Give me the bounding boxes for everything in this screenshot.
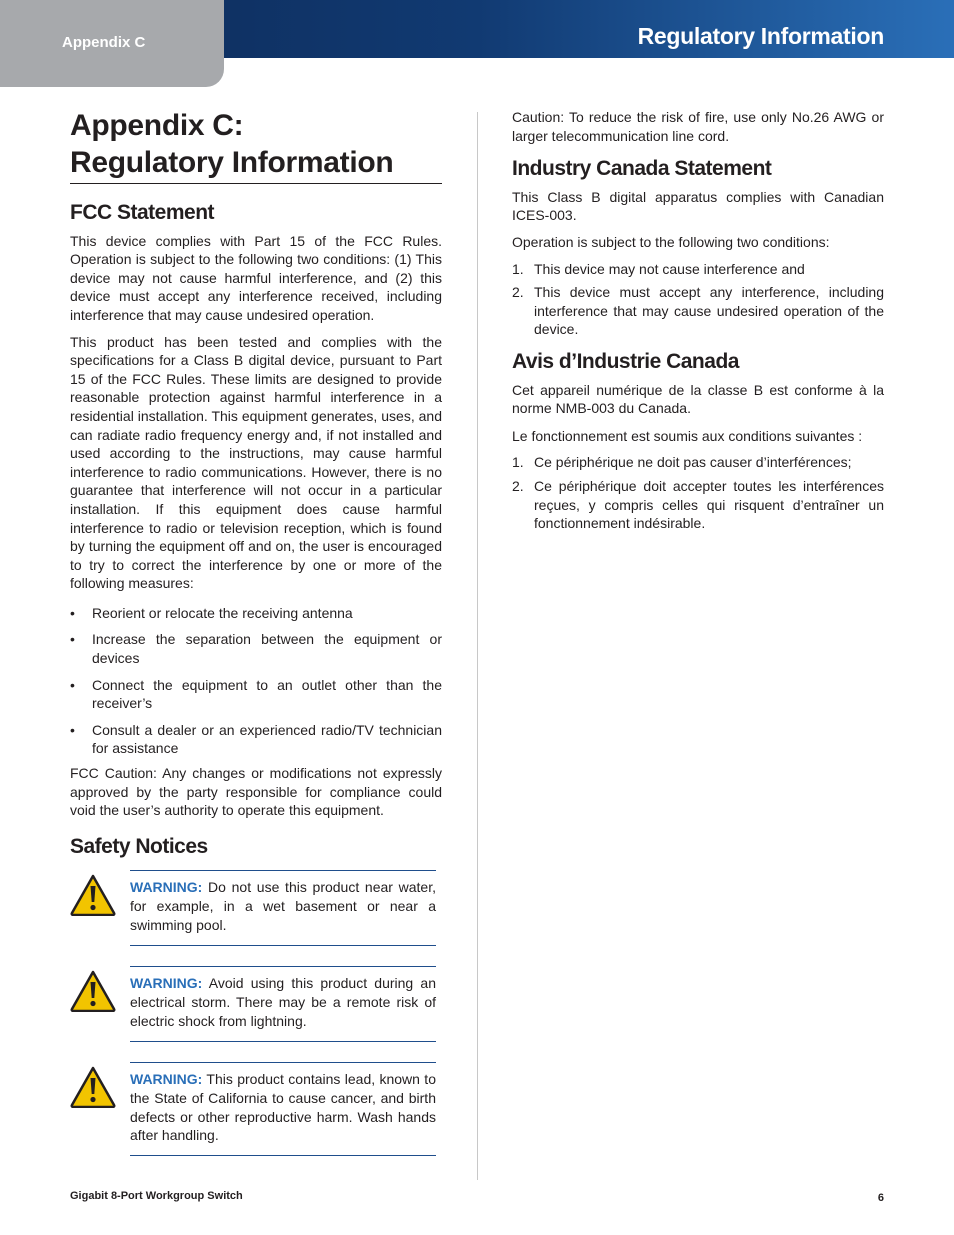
fcc-caution: FCC Caution: Any changes or modifications not expressly approved by the party responsible for compliance could void the user’s authority to operate this equipment. xyxy=(70,765,442,819)
warning-box-storm xyxy=(70,966,436,1042)
avis-conditions-list xyxy=(512,453,884,532)
warning-box-water xyxy=(70,870,436,946)
list-item: 1. This device may not cause interference and xyxy=(512,260,805,277)
warning-text: WARNING: Do not use this product near water, for example, in a wet basement or near a swimming pool. xyxy=(130,879,436,933)
list-item: • Connect the equipment to an outlet other than the receiver’s xyxy=(70,676,442,712)
section-tab xyxy=(0,0,224,87)
list-item: 2. Ce périphérique doit accepter toutes les interférences reçues, y compris celles qui risquent d’entraîner un fonctionnement indésirable. xyxy=(512,477,884,532)
page-title xyxy=(70,107,442,184)
warning-triangle-icon xyxy=(70,970,116,1012)
column-divider xyxy=(477,112,478,1180)
line-cord-caution: Caution: To reduce the risk of fire, use only No.26 AWG or larger telecommunication line cord. xyxy=(512,109,884,144)
warning-box-lead xyxy=(70,1062,436,1156)
list-item: • Increase the separation between the equipment or devices xyxy=(70,631,442,667)
list-item: • Consult a dealer or an experienced radio/TV technician for assistance xyxy=(70,721,442,757)
bullet-icon: • xyxy=(70,721,75,738)
safety-heading: Safety Notices xyxy=(70,834,208,858)
warning-text: WARNING: This product contains lead, known to the State of California to cause cancer, and birth defects or other reproductive harm. Wash hands after handling. xyxy=(130,1071,436,1144)
list-item: • Reorient or relocate the receiving antenna xyxy=(70,604,353,621)
list-item: 2. This device must accept any interference, including interference that may cause undesired operation of the device. xyxy=(512,284,884,338)
fcc-paragraph-2: This product has been tested and complies with the specifications for a Class B digital device, pursuant to Part 15 of the FCC Rules. These limits are designed to provide reasonable protection against harmful interference in a residential installation. This equipment generates, uses, and can radiate radio frequency energy and, if not installed and used according to the instructions, may cause harmful interference to radio communications. However, there is no guarantee that interference will not occur in a particular installation. If this equipment does cause harmful interference to radio or television reception, which is found by turning the equipment off and on, the user is encouraged to try to correct the interference by one or more of the following measures: xyxy=(70,333,442,592)
ic-paragraph-1: This Class B digital apparatus complies with Canadian ICES-003. xyxy=(512,188,884,224)
fcc-measures-list xyxy=(70,604,442,758)
bullet-icon: • xyxy=(70,604,75,621)
footer-product-name: Gigabit 8-Port Workgroup Switch xyxy=(70,1190,243,1202)
ic-paragraph-2: Operation is subject to the following two conditions: xyxy=(512,233,830,250)
fcc-paragraph-1: This device complies with Part 15 of the FCC Rules. Operation is subject to the following two conditions: (1) This device may not cause harmful interference, and (2) this device must accept any interference received, including interference that may cause undesired operation. xyxy=(70,232,442,323)
avis-paragraph-1: Cet appareil numérique de la classe B est conforme à la norme NMB-003 du Canada. xyxy=(512,381,884,417)
bullet-icon: • xyxy=(70,676,75,693)
list-item: 1. Ce périphérique ne doit pas causer d’interférences; xyxy=(512,454,852,471)
warning-text: WARNING: Avoid using this product during an electrical storm. There may be a remote risk of electric shock from lightning. xyxy=(130,975,436,1029)
avis-heading: Avis d’Industrie Canada xyxy=(512,349,739,373)
bullet-icon: • xyxy=(70,631,75,648)
page-title-line2: Regulatory Information xyxy=(70,146,394,179)
header-title: Regulatory Information xyxy=(637,23,884,49)
left-column xyxy=(70,107,442,1156)
warning-triangle-icon xyxy=(70,874,116,916)
industry-canada-heading: Industry Canada Statement xyxy=(512,157,772,181)
section-tab-label: Appendix C xyxy=(62,34,146,51)
fcc-heading: FCC Statement xyxy=(70,201,215,224)
page-title-line1: Appendix C: xyxy=(70,109,244,142)
footer-page-number: 6 xyxy=(877,1192,884,1204)
warning-triangle-icon xyxy=(70,1066,116,1108)
ic-conditions-list xyxy=(512,260,884,339)
avis-paragraph-2: Le fonctionnement est soumis aux conditions suivantes : xyxy=(512,427,863,444)
right-column xyxy=(512,108,884,533)
